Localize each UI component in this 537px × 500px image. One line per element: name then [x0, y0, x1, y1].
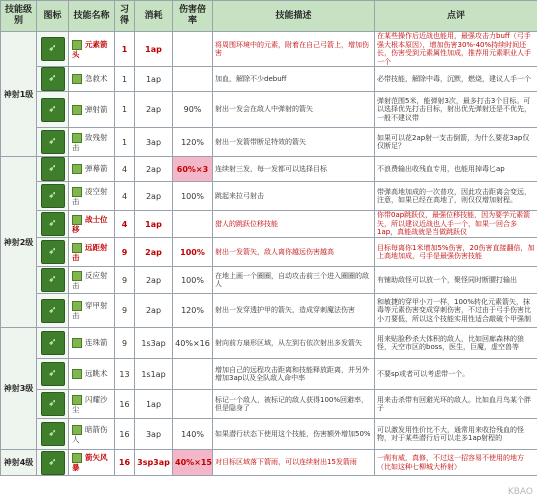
bow-skill-icon: ➶: [41, 268, 65, 292]
skill-name: [69, 390, 115, 419]
skill-name: [69, 128, 115, 157]
header-tier: 技能级别: [1, 1, 37, 32]
table-body: [1, 32, 537, 476]
skill-learn: 1: [115, 128, 135, 157]
skill-small-icon: [72, 187, 82, 197]
skill-name-label: 暗箭伤人: [72, 424, 108, 444]
header-desc: 技能描述: [213, 1, 375, 32]
skill-review: 和敏捷的穿甲小刀一样，100%转化元素箭矢，抹毒等元素伤害变成穿刺伤害，不过由于弓手伤害比小刀要低，所以这个技能实用性适合敲破个甲强制: [375, 294, 537, 328]
skill-cost: 2ap: [135, 238, 173, 267]
skill-cost: 1s3ap: [135, 328, 173, 359]
skill-icon-cell: [37, 294, 69, 328]
skill-dmg: 40%×16: [173, 328, 213, 359]
skill-cost: 2ap: [135, 267, 173, 294]
skill-name-label: 闪耀沙尘: [72, 394, 108, 414]
table-row: [1, 294, 537, 328]
skill-review: 弹射范围5米，能弹射3次，最多打击3个目标。可以选择优先打击目标，射出优先弹射还是不优先，一般不建议带: [375, 92, 537, 128]
tier-label: 神射1级: [1, 32, 37, 157]
bow-skill-icon: ➶: [41, 67, 65, 91]
skill-name-label: 穿甲射击: [72, 301, 108, 320]
table-row: [1, 390, 537, 419]
header-learn: 习得: [115, 1, 135, 32]
skill-review: 带弹高地加成的一次普攻，因此攻击距离会变远，注意，如果已经在高地了，则仅仅增加射程。: [375, 182, 537, 211]
bow-skill-icon: ➶: [41, 212, 65, 236]
skill-name: [69, 157, 115, 182]
skill-desc: 加血，解除不少debuff: [213, 67, 375, 92]
header-review: 点评: [375, 1, 537, 32]
skill-desc: 增加自己的远程攻击距离和技能释放距离，并另外增加3ap以及全队敌人命中率: [213, 359, 375, 390]
table-row: [1, 32, 537, 67]
skill-name: [69, 67, 115, 92]
skill-name: [69, 182, 115, 211]
skill-review: 用来贴脸秒杀大体积的敌人，比如回廊森林的狼怪，天空市区的boss，医生，巨魔，虚空兽等: [375, 328, 537, 359]
skill-learn: 16: [115, 390, 135, 419]
skill-desc: 连续射三发，每一发都可以选择目标: [213, 157, 375, 182]
skill-icon-cell: [37, 211, 69, 238]
bow-skill-icon: ➶: [41, 240, 65, 264]
skill-name: [69, 267, 115, 294]
bow-skill-icon: ➶: [41, 157, 65, 181]
skill-review: 必带技能，解除中毒，沉默，燃烧，建议人手一个: [375, 67, 537, 92]
skill-cost: 3ap: [135, 128, 173, 157]
skill-small-icon: [72, 271, 82, 281]
skill-review: 用来击杀带有回避光环的敌人。比如血月鸟某个胖子: [375, 390, 537, 419]
skill-icon-cell: [37, 67, 69, 92]
skill-small-icon: [72, 301, 82, 311]
skill-name-label: 凌空射击: [72, 186, 108, 206]
skill-dmg: 140%: [173, 419, 213, 450]
skill-small-icon: [72, 215, 82, 225]
bow-skill-icon: ➶: [41, 451, 65, 475]
skill-icon-cell: [37, 328, 69, 359]
skill-learn: 1: [115, 32, 135, 67]
skill-learn: 16: [115, 419, 135, 450]
skill-small-icon: [72, 105, 82, 115]
skill-icon-cell: [37, 128, 69, 157]
skill-learn: 4: [115, 157, 135, 182]
skill-icon-cell: [37, 419, 69, 450]
skill-name-label: 箭矢风暴: [72, 453, 108, 472]
skill-name-label: 反应射击: [72, 270, 108, 290]
skill-learn: 1: [115, 67, 135, 92]
skill-desc: 跳起来拉弓射击: [213, 182, 375, 211]
skill-name-label: 元素箭头: [72, 39, 108, 59]
skill-cost: 2ap: [135, 294, 173, 328]
skill-icon-cell: [37, 32, 69, 67]
skill-dmg: [173, 211, 213, 238]
skill-cost: 1ap: [135, 67, 173, 92]
skill-small-icon: [72, 338, 82, 348]
skill-cost: 3ap: [135, 419, 173, 450]
skill-name-label: 弹射箭: [85, 104, 108, 114]
table-row: [1, 182, 537, 211]
skill-name-label: 连珠箭: [85, 338, 108, 347]
skill-review: 不浪费输出收残血专用，也能用掉毒匕ap: [375, 157, 537, 182]
bow-skill-icon: ➶: [41, 422, 65, 446]
table-row: [1, 450, 537, 476]
skill-dmg: 100%: [173, 267, 213, 294]
table-header: [1, 1, 537, 32]
skill-learn: 13: [115, 359, 135, 390]
skill-icon-cell: [37, 92, 69, 128]
skill-desc: 在地上画一个圈圈，自动攻击前三个进入圈圈的敌人: [213, 267, 375, 294]
table-row: [1, 328, 537, 359]
skill-small-icon: [72, 425, 82, 435]
skill-icon-cell: [37, 238, 69, 267]
skill-desc: 射出一发穿透护甲的箭矢，造成穿刺魔法伤害: [213, 294, 375, 328]
skill-name-label: 致残射击: [72, 132, 108, 152]
skill-dmg: [173, 390, 213, 419]
bow-skill-icon: ➶: [41, 362, 65, 386]
skill-dmg: [173, 32, 213, 67]
header-cost: 消耗: [135, 1, 173, 32]
table-row: [1, 267, 537, 294]
table-row: [1, 92, 537, 128]
bow-skill-icon: ➶: [41, 331, 65, 355]
skill-name-label: 远距射击: [72, 242, 108, 262]
header-name: 技能名称: [69, 1, 115, 32]
table-row: [1, 128, 537, 157]
skill-icon-cell: [37, 267, 69, 294]
bow-skill-icon: ➶: [41, 299, 65, 323]
skill-review: 如果可以花2ap射一支击倒箭，为什么要花3ap仅仅断足？: [375, 128, 537, 157]
skill-dmg: [173, 359, 213, 390]
table-row: [1, 211, 537, 238]
skill-icon-cell: [37, 359, 69, 390]
skill-learn: 9: [115, 328, 135, 359]
skill-dmg: 100%: [173, 238, 213, 267]
skill-name: [69, 450, 115, 476]
table-row: [1, 419, 537, 450]
skill-review: 有铺助敌怪可以放一个，聚怪同时断腰打输出: [375, 267, 537, 294]
skill-dmg: 120%: [173, 294, 213, 328]
skill-desc: 射向前方扇形区域，从左到右依次射出多发箭矢: [213, 328, 375, 359]
skill-desc: 将周围环境中的元素，附着在自己弓箭上，增加伤害: [213, 32, 375, 67]
skill-learn: 9: [115, 238, 135, 267]
skill-icon-cell: [37, 157, 69, 182]
skill-icon-cell: [37, 390, 69, 419]
skill-dmg: [173, 67, 213, 92]
skill-desc: 射出一发会在敌人中弹射的箭矢: [213, 92, 375, 128]
skill-review: 目标每离你1米增加5%伤害，20伤害直接翻倍，加上高地加成，弓手是最强伤害技能: [375, 238, 537, 267]
bow-skill-icon: ➶: [41, 184, 65, 208]
skill-review: 可以激发用性价比不大，通常用来收拾残血的怪物，对于某些潜行后可以走多1ap射程的: [375, 419, 537, 450]
skill-cost: 3sp3ap: [135, 450, 173, 476]
tier-label: 神射4级: [1, 450, 37, 476]
skill-desc: 射出一发箭矢，敌人离你越远伤害越高: [213, 238, 375, 267]
skill-name-label: 弹幕箭: [85, 164, 108, 173]
skill-small-icon: [72, 395, 82, 405]
skill-name: [69, 32, 115, 67]
skill-dmg: 40%×15: [173, 450, 213, 476]
bow-skill-icon: ➶: [41, 98, 65, 122]
skill-learn: 1: [115, 92, 135, 128]
tier-label: 神射3级: [1, 328, 37, 450]
skill-cost: 2ap: [135, 157, 173, 182]
skill-small-icon: [72, 164, 82, 174]
bow-skill-icon: ➶: [41, 37, 65, 61]
skill-cost: 1ap: [135, 32, 173, 67]
skill-icon-cell: [37, 182, 69, 211]
skill-review: 一削有威，真修，不过这一招容易不使用的地方（比如这种七柳城大桥射）: [375, 450, 537, 476]
skill-desc: 猎人的跳跃位移技能: [213, 211, 375, 238]
skill-small-icon: [72, 453, 82, 463]
skill-small-icon: [72, 243, 82, 253]
skill-desc: 射出一发箭带断足特效的箭矢: [213, 128, 375, 157]
skill-learn: 9: [115, 267, 135, 294]
header-icon: 图标: [37, 1, 69, 32]
skill-dmg: 90%: [173, 92, 213, 128]
skill-learn: 4: [115, 182, 135, 211]
skill-name: [69, 238, 115, 267]
bow-skill-icon: ➶: [41, 392, 65, 416]
skill-review: 你带0ap跳跃仪，最强位移技能，因为要学元素箭矢，所以建议近战也人手一个，如果一回合多1ap，真能战就是当做跳跃仪: [375, 211, 537, 238]
table-row: [1, 67, 537, 92]
skill-name-label: 战士位移: [72, 214, 108, 234]
bow-skill-icon: ➶: [41, 130, 65, 154]
skill-small-icon: [72, 40, 82, 50]
skill-desc: 标记一个敌人，被标记的敌人获得100%回避率，但是隐身了: [213, 390, 375, 419]
skill-small-icon: [72, 74, 82, 84]
skill-cost: 2ap: [135, 92, 173, 128]
skill-small-icon: [72, 133, 82, 143]
skill-cost: 1ap: [135, 211, 173, 238]
skill-review: 在某些操作后近战也能用，最强攻击力buff（弓手强大根本原因），增加伤害30%-40%持续时间还长，伤害受到元素属性加成，推荐用元素职业人手一个: [375, 32, 537, 67]
skill-cost: 2ap: [135, 182, 173, 211]
skill-cost: 1ap: [135, 390, 173, 419]
skill-icon-cell: [37, 450, 69, 476]
skill-name: [69, 328, 115, 359]
skill-learn: 9: [115, 294, 135, 328]
tier-label: 神射2级: [1, 157, 37, 328]
skill-learn: 4: [115, 211, 135, 238]
skill-name: [69, 419, 115, 450]
skill-desc: 对目标区域落下箭雨，可以连续射出15发箭雨: [213, 450, 375, 476]
table-row: [1, 157, 537, 182]
skill-cost: 1s1ap: [135, 359, 173, 390]
skill-desc: 如果潜行状态下使用这个技能，伤害额外增加50%: [213, 419, 375, 450]
header-dmg: 伤害倍率: [173, 1, 213, 32]
skill-name: [69, 92, 115, 128]
table-row: [1, 238, 537, 267]
skill-review: 不要sp或者可以考虑带一个。: [375, 359, 537, 390]
skill-dmg: 120%: [173, 128, 213, 157]
skill-learn: 16: [115, 450, 135, 476]
skill-dmg: 100%: [173, 182, 213, 211]
skill-name-label: 远眺术: [85, 369, 108, 378]
skill-name: [69, 359, 115, 390]
table-row: [1, 359, 537, 390]
skill-small-icon: [72, 369, 82, 379]
skill-name: [69, 294, 115, 328]
skill-dmg: 60%×3: [173, 157, 213, 182]
watermark: KBAO: [507, 487, 533, 497]
skill-name-label: 急救术: [85, 74, 108, 83]
skill-name: [69, 211, 115, 238]
